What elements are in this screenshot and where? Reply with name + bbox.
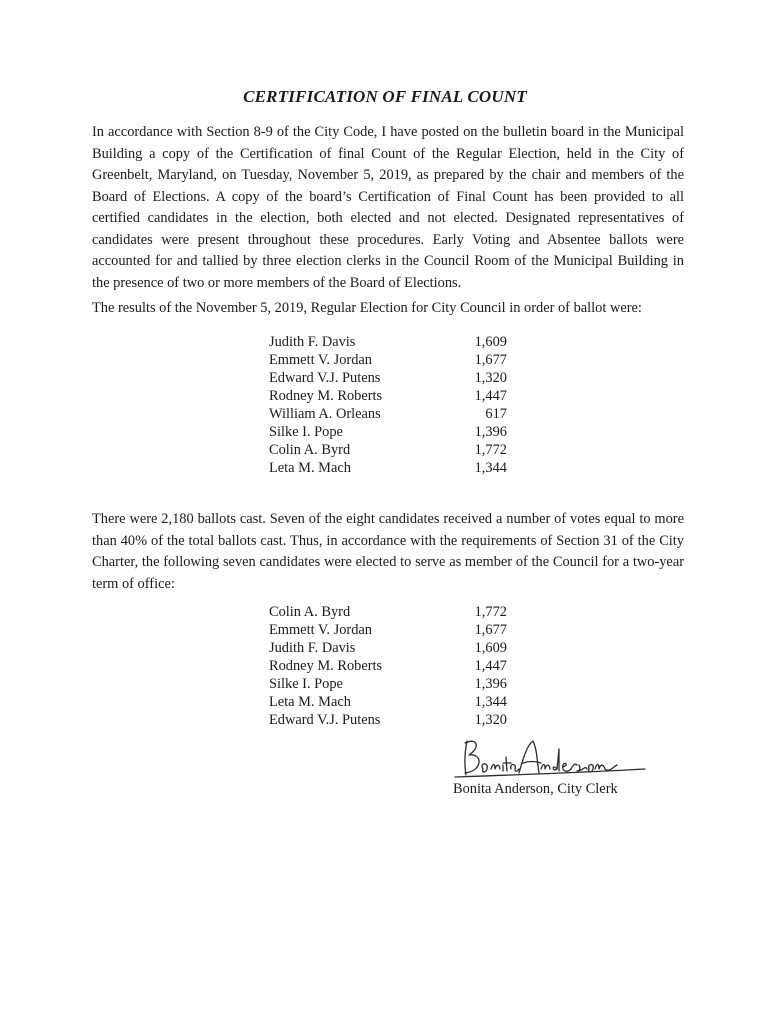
table-row (269, 639, 507, 657)
vote-count: 1,609 (474, 640, 507, 656)
table-row (269, 405, 507, 423)
vote-count: 617 (485, 406, 507, 422)
candidate-name: Rodney M. Roberts (269, 658, 383, 674)
vote-count: 1,677 (474, 622, 507, 638)
candidate-name: Emmett V. Jordan (269, 622, 372, 638)
table-row (269, 675, 507, 693)
table-row (269, 369, 507, 387)
results-intro: The results of the November 5, 2019, Regular Election for City Council in order of ballot were: (92, 300, 642, 316)
table-row (269, 333, 507, 351)
candidate-name: William A. Orleans (269, 406, 381, 422)
vote-count: 1,344 (474, 694, 507, 710)
clerk-name-title: Bonita Anderson, City Clerk (453, 781, 618, 797)
candidate-name: Leta M. Mach (269, 694, 351, 710)
vote-count: 1,677 (474, 352, 507, 368)
vote-count: 1,396 (474, 676, 507, 692)
signature-block (453, 735, 653, 797)
handwritten-signature (453, 735, 653, 781)
vote-count: 1,772 (474, 442, 507, 458)
summary-paragraph: There were 2,180 ballots cast. Seven of the eight candidates received a number of votes equal to more than 40% of the total ballots cast. Thus, in accordance with the requirements of Section 31 of the City Charter, the following seven candidates were elected to serve as member of the Council for a two-year term of office: (92, 511, 684, 592)
candidate-name: Emmett V. Jordan (269, 352, 372, 368)
vote-count: 1,447 (474, 658, 507, 674)
certification-paragraph: In accordance with Section 8-9 of the City Code, I have posted on the bulletin board in the Municipal Building a copy of the Certification of final Count of the Regular Election, held in the City of Greenbelt, Maryland, on Tuesday, November 5, 2019, as prepared by the chair and members of the Board of Elections. A copy of the board’s Certification of Final Count has been provided to all certified candidates in the election, both elected and not elected. Designated representatives of candidates were present throughout these procedures. Early Voting and Absentee ballots were accounted for and tallied by three election clerks in the Council Room of the Municipal Building in the presence of two or more members of the Board of Elections. (92, 124, 684, 291)
document-title: CERTIFICATION OF FINAL COUNT (243, 87, 527, 106)
candidate-name: Judith F. Davis (269, 640, 356, 656)
vote-count: 1,344 (474, 460, 507, 476)
table-row (269, 441, 507, 459)
candidate-name: Silke I. Pope (269, 424, 343, 440)
ballot-order-results-table (269, 333, 507, 477)
vote-count: 1,320 (474, 370, 507, 386)
table-row (269, 387, 507, 405)
candidate-name: Silke I. Pope (269, 676, 343, 692)
vote-count: 1,396 (474, 424, 507, 440)
candidate-name: Rodney M. Roberts (269, 388, 383, 404)
table-row (269, 711, 507, 729)
candidate-name: Colin A. Byrd (269, 442, 351, 458)
table-row (269, 693, 507, 711)
vote-count: 1,609 (474, 334, 507, 350)
candidate-name: Judith F. Davis (269, 334, 356, 350)
candidate-name: Edward V.J. Putens (269, 370, 381, 386)
candidate-name: Leta M. Mach (269, 460, 351, 476)
vote-count: 1,320 (474, 712, 507, 728)
vote-count: 1,447 (474, 388, 507, 404)
table-row (269, 657, 507, 675)
vote-count: 1,772 (474, 604, 507, 620)
table-row (269, 423, 507, 441)
table-row (269, 603, 507, 621)
table-row (269, 459, 507, 477)
table-row (269, 621, 507, 639)
table-row (269, 351, 507, 369)
candidate-name: Edward V.J. Putens (269, 712, 381, 728)
elected-candidates-table (269, 603, 507, 729)
candidate-name: Colin A. Byrd (269, 604, 351, 620)
